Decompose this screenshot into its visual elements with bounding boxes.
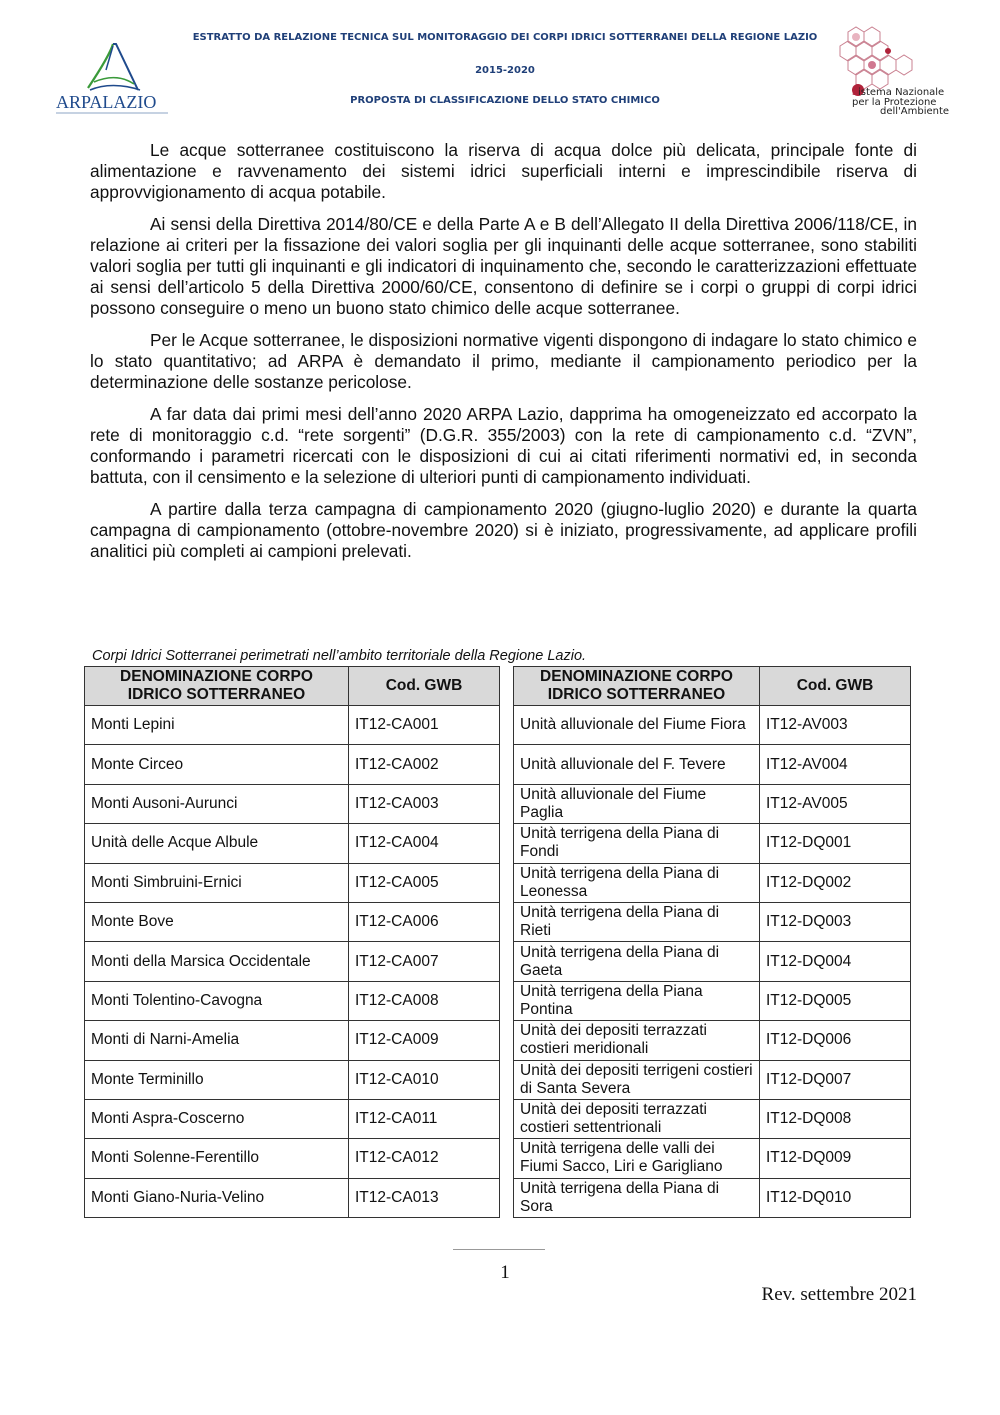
- cell-body-name-left: Monti Ausoni-Aurunci: [85, 784, 349, 823]
- column-header-code: Cod. GWB: [760, 667, 911, 706]
- cell-body-name-left: Monti di Narni-Amelia: [85, 1021, 349, 1060]
- column-gap: [500, 863, 514, 902]
- cell-body-name-left: Monti Tolentino-Cavogna: [85, 981, 349, 1020]
- snpa-line3: dell'Ambiente: [880, 106, 950, 117]
- column-gap: [500, 942, 514, 981]
- paragraph: A far data dai primi mesi dell’anno 2020 ARPA Lazio, dapprima ha omogeneizzato ed accorpato la rete di monitoraggio c.d. “rete sorgenti” (D.G.R. 355/2003) con la rete di campionamento c.d. “ZVN”, conformando i parametri ricercati con le disposizioni di cui ai citati riferimenti normativi ed, in seconda battuta, con il censimento e la selezione di ulteriori punti di campionamento individuati.: [90, 404, 917, 487]
- cell-body-name-right: Unità alluvionale del Fiume Paglia: [514, 784, 760, 823]
- page-number: 1: [500, 1262, 510, 1283]
- cell-gwb-code-left: IT12-CA002: [349, 745, 500, 784]
- cell-body-name-right: Unità terrigena della Piana di Gaeta: [514, 942, 760, 981]
- cell-body-name-right: Unità alluvionale del Fiume Fiora: [514, 706, 760, 745]
- cell-gwb-code-right: IT12-DQ006: [760, 1021, 911, 1060]
- cell-body-name-right: Unità terrigena della Piana di Fondi: [514, 824, 760, 863]
- column-header-name: DENOMINAZIONE CORPO IDRICO SOTTERRANEO: [85, 667, 349, 706]
- column-gap: [500, 745, 514, 784]
- cell-gwb-code-left: IT12-CA005: [349, 863, 500, 902]
- column-gap: [500, 667, 514, 706]
- cell-gwb-code-right: IT12-DQ007: [760, 1060, 911, 1099]
- cell-body-name-left: Monti Simbruini-Ernici: [85, 863, 349, 902]
- cell-body-name-right: Unità dei depositi terrigeni costieri di Santa Severa: [514, 1060, 760, 1099]
- cell-body-name-left: Monte Circeo: [85, 745, 349, 784]
- cell-body-name-left: Unità delle Acque Albule: [85, 824, 349, 863]
- cell-gwb-code-right: IT12-AV003: [760, 706, 911, 745]
- cell-body-name-right: Unità terrigena della Piana di Rieti: [514, 902, 760, 941]
- column-gap: [500, 784, 514, 823]
- cell-body-name-left: Monti della Marsica Occidentale: [85, 942, 349, 981]
- arpa-lazio-logo-icon: [50, 40, 180, 120]
- cell-gwb-code-right: IT12-AV004: [760, 745, 911, 784]
- paragraph: A partire dalla terza campagna di campionamento 2020 (giugno-luglio 2020) e durante la quarta campagna di campionamento (ottobre-novembre 2020) si è iniziato, progressivamente, ad applicare profili analitici più completi ai campioni prelevati.: [90, 499, 917, 561]
- cell-body-name-right: Unità terrigena della Piana di Leonessa: [514, 863, 760, 902]
- table-row: [85, 863, 911, 902]
- cell-gwb-code-left: IT12-CA009: [349, 1021, 500, 1060]
- header-title: ESTRATTO DA RELAZIONE TECNICA SUL MONITORAGGIO DEI CORPI IDRICI SOTTERRANEI DELLA REGIONE LAZIO: [192, 32, 818, 43]
- cell-gwb-code-right: IT12-DQ009: [760, 1139, 911, 1178]
- cell-gwb-code-left: IT12-CA008: [349, 981, 500, 1020]
- table-row: [85, 981, 911, 1020]
- column-gap: [500, 706, 514, 745]
- column-gap: [500, 1139, 514, 1178]
- table-row: [85, 745, 911, 784]
- column-gap: [500, 902, 514, 941]
- snpa-line2: per la Protezione: [852, 97, 937, 108]
- cell-body-name-left: Monti Solenne-Ferentillo: [85, 1139, 349, 1178]
- cell-body-name-left: Monti Aspra-Coscerno: [85, 1099, 349, 1138]
- cell-gwb-code-right: IT12-DQ004: [760, 942, 911, 981]
- cell-gwb-code-right: IT12-DQ001: [760, 824, 911, 863]
- cell-gwb-code-right: IT12-DQ008: [760, 1099, 911, 1138]
- table-row: [85, 1139, 911, 1178]
- snpa-line1-text: istema Nazionale: [857, 87, 945, 98]
- paragraph: Ai sensi della Direttiva 2014/80/CE e della Parte A e B dell’Allegato II della Direttiva 2006/118/CE, in relazione ai criteri per la fissazione dei valori soglia per gli inquinanti delle acque sotterranee, sono stabiliti valori soglia per tutti gli inquinanti e gli indicatori di inquinamento che, secondo le caratterizzazioni effettuate ai sensi dell’articolo 5 della Direttiva 2000/60/CE, consentono di definire se i corpi o gruppi di corpi idrici possono conseguire o meno un buono stato chimico delle acque sotterranee.: [90, 214, 917, 318]
- cell-gwb-code-left: IT12-CA010: [349, 1060, 500, 1099]
- body-text: [90, 140, 917, 573]
- footer-rule: [453, 1249, 545, 1250]
- column-gap: [500, 1060, 514, 1099]
- cell-body-name-right: Unità terrigena delle valli dei Fiumi Sacco, Liri e Garigliano: [514, 1139, 760, 1178]
- cell-body-name-right: Unità terrigena della Piana Pontina: [514, 981, 760, 1020]
- cell-gwb-code-left: IT12-CA004: [349, 824, 500, 863]
- cell-body-name-left: Monte Terminillo: [85, 1060, 349, 1099]
- column-gap: [500, 981, 514, 1020]
- cell-gwb-code-left: IT12-CA013: [349, 1178, 500, 1217]
- cell-gwb-code-right: IT12-DQ003: [760, 902, 911, 941]
- cell-gwb-code-right: IT12-DQ005: [760, 981, 911, 1020]
- snpa-initial-s: s: [852, 87, 858, 98]
- table-row: [85, 1178, 911, 1217]
- header-subtitle: PROPOSTA DI CLASSIFICAZIONE DELLO STATO CHIMICO: [350, 95, 660, 106]
- revision-label: Rev. settembre 2021: [761, 1284, 917, 1305]
- cell-body-name-right: Unità terrigena della Piana di Sora: [514, 1178, 760, 1217]
- cell-body-name-right: Unità dei depositi terrazzati costieri meridionali: [514, 1021, 760, 1060]
- cell-body-name-left: Monti Lepini: [85, 706, 349, 745]
- cell-body-name-right: Unità dei depositi terrazzati costieri settentrionali: [514, 1099, 760, 1138]
- column-gap: [500, 1178, 514, 1217]
- table-row: [85, 706, 911, 745]
- cell-gwb-code-left: IT12-CA001: [349, 706, 500, 745]
- table-row: [85, 1060, 911, 1099]
- cell-gwb-code-left: IT12-CA006: [349, 902, 500, 941]
- column-gap: [500, 824, 514, 863]
- cell-body-name-left: Monte Bove: [85, 902, 349, 941]
- table-row: [85, 902, 911, 941]
- table-row: [85, 942, 911, 981]
- cell-gwb-code-right: IT12-DQ002: [760, 863, 911, 902]
- table-body: [85, 706, 911, 1218]
- table-row: [85, 784, 911, 823]
- table-caption: Corpi Idrici Sotterranei perimetrati nell’ambito territoriale della Regione Lazio.: [92, 648, 587, 664]
- cell-gwb-code-left: IT12-CA012: [349, 1139, 500, 1178]
- logo-left-name: ARPALAZIO: [56, 92, 157, 112]
- cell-body-name-right: Unità alluvionale del F. Tevere: [514, 745, 760, 784]
- groundwater-bodies-table: [84, 666, 911, 1218]
- paragraph: Le acque sotterranee costituiscono la riserva di acqua dolce più delicata, principale fonte di alimentazione e ravvenamento dei sistemi idrici superficiali interni e imprescindibile riserva di approvvigionamento di acqua potabile.: [90, 140, 917, 202]
- column-gap: [500, 1099, 514, 1138]
- cell-body-name-left: Monti Giano-Nuria-Velino: [85, 1178, 349, 1217]
- cell-gwb-code-right: IT12-DQ010: [760, 1178, 911, 1217]
- table-row: [85, 1099, 911, 1138]
- cell-gwb-code-left: IT12-CA003: [349, 784, 500, 823]
- header-period: 2015-2020: [475, 65, 535, 76]
- column-gap: [500, 1021, 514, 1060]
- table-header-row: [85, 667, 911, 706]
- cell-gwb-code-left: IT12-CA007: [349, 942, 500, 981]
- paragraph: Per le Acque sotterranee, le disposizioni normative vigenti dispongono di indagare lo stato chimico e lo stato quantitativo; ad ARPA è demandato il primo, mediante il campionamento periodico per la determinazione delle sostanze pericolose.: [90, 330, 917, 392]
- cell-gwb-code-left: IT12-CA011: [349, 1099, 500, 1138]
- column-header-name: DENOMINAZIONE CORPO IDRICO SOTTERRANEO: [514, 667, 760, 706]
- table-row: [85, 824, 911, 863]
- column-header-code: Cod. GWB: [349, 667, 500, 706]
- cell-gwb-code-right: IT12-AV005: [760, 784, 911, 823]
- table-row: [85, 1021, 911, 1060]
